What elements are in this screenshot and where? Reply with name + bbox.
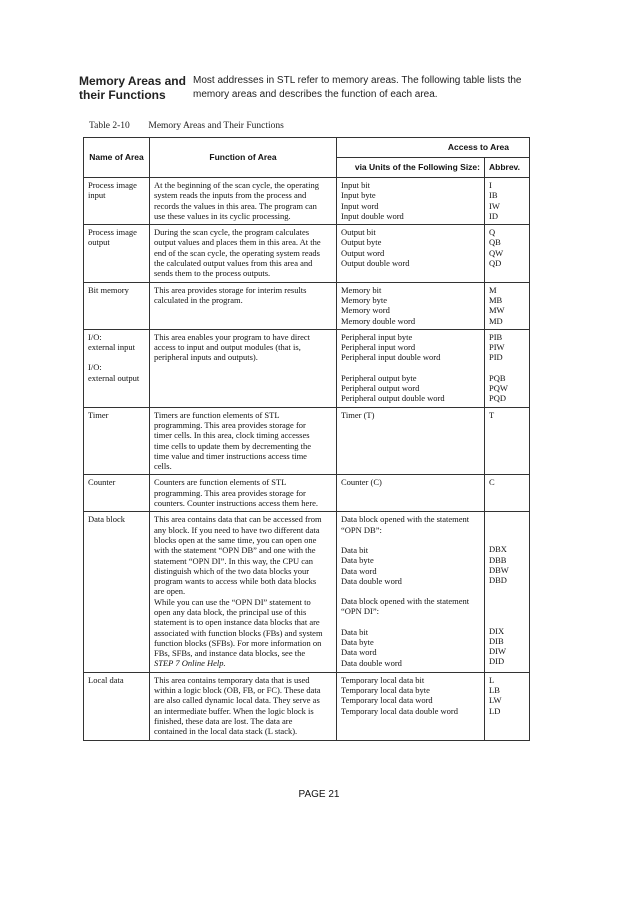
cell-name: Process image output <box>84 225 150 282</box>
cell-function: Counters are function elements of STL programming. This area provides storage for counters. Counter instructions access them here. <box>150 475 337 512</box>
table-number: Table 2-10 <box>89 121 130 131</box>
cell-name: Local data <box>84 672 150 740</box>
cell-abbrev: Q QB QW QD <box>485 225 530 282</box>
cell-abbrev: I IB IW ID <box>485 178 530 225</box>
cell-access: Data block opened with the statement “OPN DB”: Data bit Data byte Data word Data double word Data block opened with the statement “OPN DI”: Data bit Data byte Data word Data double word <box>337 512 485 672</box>
cell-abbrev: T <box>485 407 530 475</box>
cell-name: I/O: external input I/O: external output <box>84 329 150 407</box>
cell-abbrev: DBX DBB DBW DBD DIX DIB DIW DID <box>485 512 530 672</box>
column-header-abbrev: Abbrev. <box>485 158 530 178</box>
cell-function: This area contains temporary data that is used within a logic block (OB, FB, or FC). These data are also called dynamic local data. They serve as an intermediate buffer. When the logic block is finished, these data are lost. The data are contained in the local data stack (L stack). <box>150 672 337 740</box>
cell-access: Peripheral input byte Peripheral input word Peripheral input double word Peripheral output byte Peripheral output word Peripheral output double word <box>337 329 485 407</box>
cell-abbrev: M MB MW MD <box>485 282 530 329</box>
intro-line: Most addresses in STL refer to memory areas. The following table lists the <box>193 75 522 86</box>
table-row <box>84 475 530 512</box>
table-caption <box>89 121 284 131</box>
table-row <box>84 407 530 475</box>
column-header-access: Access to Area <box>337 138 530 158</box>
cell-function: This area contains data that can be accessed from any block. If you need to have two different data blocks open at the same time, you can open one with the statement “OPN DB” and one with the statement “OPN DI”. In this way, the CPU can distinguish which of the two data blocks your program wants to access while both data blocks are open. While you can use the “OPN DI” statement to open any data block, the principal use of this statement is to open instance data blocks that are associated with function blocks (FBs) and system function blocks (SFBs). For more information on FBs, SFBs, and instance data blocks, see the STEP 7 Online Help. <box>150 512 337 672</box>
intro-line: memory areas and describes the function of each area. <box>193 89 438 100</box>
column-header-name: Name of Area <box>84 138 150 178</box>
cell-name: Bit memory <box>84 282 150 329</box>
table-row <box>84 282 530 329</box>
cell-access: Input bit Input byte Input word Input double word <box>337 178 485 225</box>
section-heading-line: Memory Areas and <box>79 74 186 88</box>
cell-access: Counter (C) <box>337 475 485 512</box>
table-row <box>84 225 530 282</box>
cell-access: Temporary local data bit Temporary local data byte Temporary local data word Temporary local data double word <box>337 672 485 740</box>
cell-function: At the beginning of the scan cycle, the operating system reads the inputs from the process and records the values in this area. The program can use these values in its cyclic processing. <box>150 178 337 225</box>
cell-name: Counter <box>84 475 150 512</box>
cell-name: Data block <box>84 512 150 672</box>
page-number: PAGE 21 <box>298 789 340 800</box>
cell-abbrev: C <box>485 475 530 512</box>
cell-function: This area enables your program to have direct access to input and output modules (that is, peripheral inputs and outputs). <box>150 329 337 407</box>
cell-access: Output bit Output byte Output word Output double word <box>337 225 485 282</box>
table-row <box>84 512 530 672</box>
cell-name: Process image input <box>84 178 150 225</box>
table-title: Memory Areas and Their Functions <box>148 121 284 131</box>
cell-abbrev: L LB LW LD <box>485 672 530 740</box>
column-header-access-sub: via Units of the Following Size: <box>337 158 485 178</box>
cell-function: During the scan cycle, the program calculates output values and places them in this area. At the end of the scan cycle, the operating system reads the calculated output values from this area and sends them to the process outputs. <box>150 225 337 282</box>
cell-access: Memory bit Memory byte Memory word Memory double word <box>337 282 485 329</box>
cell-abbrev: PIB PIW PID PQB PQW PQD <box>485 329 530 407</box>
cell-function: Timers are function elements of STL programming. This area provides storage for timer cells. In this area, clock timing accesses time cells to update them by decrementing the time value and timer instructions access time cells. <box>150 407 337 475</box>
memory-areas-table <box>83 137 530 741</box>
column-header-function: Function of Area <box>150 138 337 178</box>
cell-name: Timer <box>84 407 150 475</box>
table-row <box>84 329 530 407</box>
table-row <box>84 178 530 225</box>
table-header-row <box>84 138 530 158</box>
section-heading <box>79 74 189 102</box>
cell-function: This area provides storage for interim results calculated in the program. <box>150 282 337 329</box>
table-row <box>84 672 530 740</box>
intro-paragraph <box>193 74 538 102</box>
section-heading-line: their Functions <box>79 88 166 102</box>
help-reference: STEP 7 Online Help. <box>154 658 226 669</box>
cell-access: Timer (T) <box>337 407 485 475</box>
